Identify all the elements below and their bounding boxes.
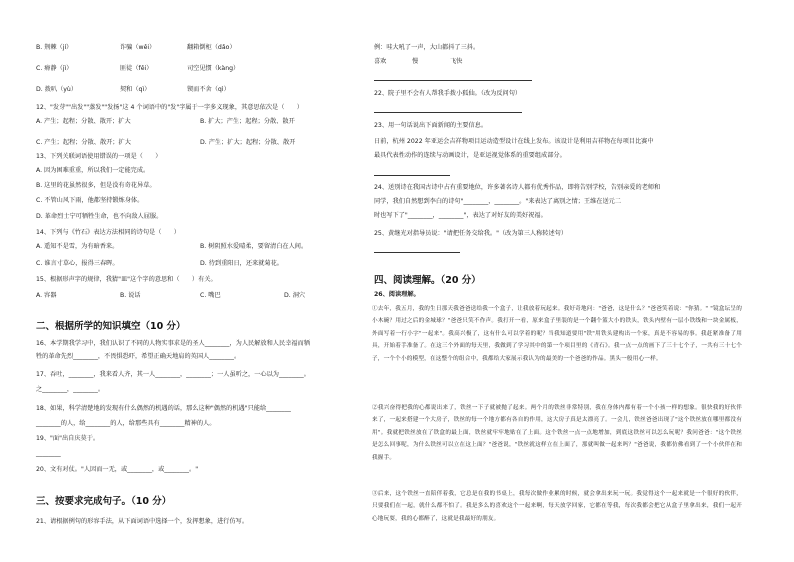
q14-option-d: D. 待到重阳日，还来就菊花。 bbox=[200, 260, 283, 267]
q11-option-c-a: C. 瘠静（jì） bbox=[36, 65, 73, 72]
section-4-title: 四、阅读理解。（20 分） bbox=[374, 275, 481, 286]
q19-stem: 19、"面"出自庆莫于。 bbox=[36, 435, 100, 442]
q24-line1: 24、送别诗在我国古诗中占有重要地位，许多著名诗人都有优秀作品，即将告别学校，告别亲爱的老师和 bbox=[374, 184, 661, 191]
reading-paragraph-1: ①去年，我五月，我的生日那天我爸爸送给我一个盒子，让我放着玩起来。我好奇地问："爸爸，这是什么？"爸爸笑着说："你猜。" "镜盒坛呈的小木碗？用过之后的金城球？"爸爸只笑不作声。我打开一看，原来盒子里装的是一个翻个篮大小的铁头，铁头内壁有一层小铁线和一块金属板，外面写着一行小字"一起来"。我高兴极了，这有什么可以学着的呢？当我知道要用"铁"用铁头建构出一个家，真是不容易的事。我赶紧准备了用具，开始着手准备了。在这三个外面的每天里，我做到了学习其中的第一个项目里的《青石》。我一点一点的画下了三十七个子，一共有三十七个子，一个个小的模型，在这整个的组合中，我都给大家展示我认为的最美的一个爸爸的作品。黑头一般用心一样。 bbox=[372, 306, 742, 362]
word-choice-1: 喜欢 bbox=[374, 58, 387, 65]
q13-option-c: C. 不管山风下雨，他都坚持锻炼身体。 bbox=[36, 197, 144, 204]
q11-option-b-a: B. 荆棘（jí） bbox=[36, 44, 73, 51]
q17-line1: 17、吞吐，________，我来看人齐，其一人________，________；一人虽听之，一心以为________。 bbox=[36, 371, 310, 378]
q15-option-b: B. 说话 bbox=[120, 292, 141, 299]
q18-line1: 18、如果，科学清楚地的发现有什么偶然的机遇的话，那么这种"偶然的机遇"只能给________ bbox=[36, 405, 291, 412]
q11-option-d-b: 契和（qì） bbox=[120, 86, 151, 93]
q14-option-a: A. 遥知不是雪，为有暗香来。 bbox=[36, 243, 119, 250]
q25-stem: 25、黄继光对指导员说："请把任务交给我。"（改为第三人称转述句） bbox=[374, 230, 568, 237]
q26-stem: 26、阅读理解。 bbox=[374, 291, 420, 298]
q12-option-d: D. 产生；扩大；起程；分散、散开 bbox=[200, 139, 296, 146]
q11-option-c-c: 司空见惯（kàng） bbox=[187, 65, 240, 72]
q23-news-line1: 日前，杭州 2022 年亚运会吉祥物项目运动造型设计在线上发布。该设计是利用吉祥物在每项目比赛中 bbox=[374, 138, 654, 145]
q22-answer-line[interactable] bbox=[374, 112, 522, 113]
q13-option-a: A. 因为困难重重，所以我们一定能完成。 bbox=[36, 167, 150, 174]
q13-option-d: D. 革命烈士宁可牺牲生命，也不向敌人屈服。 bbox=[36, 213, 163, 220]
example-sentence: 例：哇大吼了一声，大山都抖了三抖。 bbox=[374, 44, 480, 51]
q13-option-b: B. 这里的花虽然很多，但是没有奇花异草。 bbox=[36, 182, 156, 189]
q22-stem: 22、院子里不会有人帮我手拨小狐仙。（改为反问句） bbox=[374, 90, 522, 97]
q13-stem: 13、下列关联词语使用错误的一项是（ ） bbox=[36, 153, 162, 160]
q12-option-b: B. 扩大；产生；起程；分散、散开 bbox=[200, 118, 295, 125]
q17-line2: 之________，________。 bbox=[36, 386, 105, 393]
word-choice-2: 慢 bbox=[412, 58, 419, 65]
q11-option-c-b: 匪徒（fěi） bbox=[120, 65, 153, 72]
q12-option-c: C. 产生；起程；分散、散开；扩大 bbox=[36, 139, 131, 146]
q15-stem: 15、根据形声字的规律，我猜"皿"这个字的意思和（ ）有关。 bbox=[36, 276, 217, 283]
q14-option-c: C. 谁言寸草心，报得三春晖。 bbox=[36, 260, 119, 267]
q23-news-line2: 最具代表性动作的连续与动画设计，是亚运视觉体系的重要组成部分。 bbox=[374, 152, 566, 159]
q15-option-c: C. 嘴巴 bbox=[200, 292, 221, 299]
q19-answer-blank[interactable]: ________ bbox=[36, 450, 61, 457]
q11-option-b-c: 翻箱倒柜（dǎo） bbox=[187, 44, 236, 51]
q14-option-b: B. 树阴照水爱晴柔，要留清白在人间。 bbox=[200, 243, 308, 250]
q25-answer-line[interactable] bbox=[374, 252, 460, 253]
reading-paragraph-3: ③后来，这个铁丝一直陪伴着我，它总是在我的书桌上，我每次做作业累的时候，就会拿出来玩一玩。我觉得这个一起来就是一个很好的伙伴，只要我们在一起，就什么都不怕了。我是多么的喜欢这个一起来啊，每天放学回家，它都在等我，每次我都会把它从盒子里拿出来，我们一起开心地玩耍，我的心都醉了，这就是我最好的朋友。 bbox=[372, 491, 742, 522]
q24-line2: 同学，我们自然想到李白的诗句"________，________。"来表达了离别之情；王维在送元二 bbox=[374, 198, 622, 205]
q21-stem: 21、请根据例句的形容手法，从下面词语中选择一个，发挥想象，进行仿写。 bbox=[36, 518, 249, 525]
section-3-title: 三、按要求完成句子。（10 分） bbox=[36, 496, 172, 507]
q11-option-b-b: 诈骗（wěi） bbox=[120, 44, 156, 51]
q23-answer-line[interactable] bbox=[374, 175, 450, 176]
q18-line2: ________的人，给________的人，给那些具有________精神的人。 bbox=[36, 420, 216, 427]
q23-stem: 23、用一句话说出下面新闻的主要信息。 bbox=[374, 122, 488, 129]
q16-line2: 牲的革命先烈________，不畏惧恐吓，希望正确天地肩的英国人________。 bbox=[36, 353, 241, 360]
section-2-title: 二、根据所学的知识填空（10 分） bbox=[36, 321, 186, 332]
word-choice-3: 飞快 bbox=[450, 58, 463, 65]
reading-paragraph-2: ②我兴奋得把我的心都说出来了，铁丝一下子就被抛了起来。两个月的铁丝非常特别，我在身体内都有着一个小孩一样的想象。很快我的好伙伴来了，一起来搭建一个大房子，铁丝的每一个地方都有各自的作用，这大房子真是太漂亮了。一会儿，铁丝爸爸出现了"这个铁丝放在哪里都没有用"。我就把铁丝放在了铁盒的最上面，铁丝就牢牢地贴在了上面。这个铁丝一点一点地增加，到底这铁丝可以怎么玩呢？我问爸爸："这个铁丝是怎么回事呢，为什么铁丝可以立在这上面？"爸爸说，"铁丝就这样立在上面了，那就叫做一起来吗？"爸爸说，我都仿佛看到了一个小伙伴在和我握手。 bbox=[372, 405, 742, 461]
q14-stem: 14、下列与《竹石》表达方法相同的诗句是（ ） bbox=[36, 229, 180, 236]
q12-option-a: A. 产生；起程；分散、散开；扩大 bbox=[36, 118, 131, 125]
q15-option-a: A. 容器 bbox=[36, 292, 57, 299]
q24-line3: 时也写下了"________，________"，表达了对好友的美好祝福。 bbox=[374, 212, 547, 219]
q11-option-d-a: D. 拨叭（yù） bbox=[36, 86, 78, 93]
q11-option-d-c: 锲而不舍（qì） bbox=[187, 86, 230, 93]
q20-stem: 20、文有对仗。"人因而一无，或________，或________。" bbox=[36, 466, 199, 473]
q21-answer-line[interactable] bbox=[374, 80, 532, 81]
q12-stem: 12、"发芽""出发""蒸发""发扬"这 4 个词语中的"发"字属于一字多义现象，其意思依次是（ ） bbox=[36, 104, 303, 111]
q16-line1: 16、本学期我学习中，我们认识了不同的人物实事求是的圣人________，为人民解放和人民幸福而牺 bbox=[36, 340, 310, 347]
q15-option-d: D. 洞穴 bbox=[284, 292, 306, 299]
